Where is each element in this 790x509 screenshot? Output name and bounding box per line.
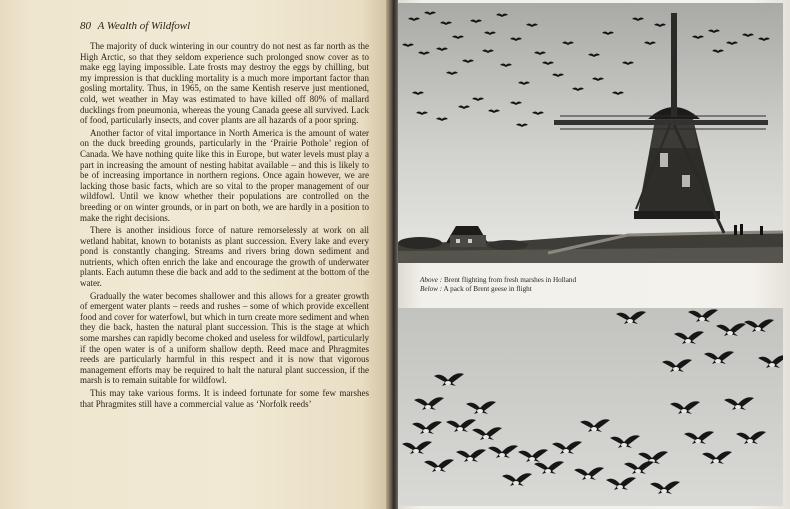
geese-flock-photo (398, 308, 783, 506)
running-head (80, 20, 190, 32)
running-title: A Wealth of Wildfowl (97, 20, 191, 32)
caption-above (420, 276, 576, 285)
right-page (398, 0, 790, 509)
caption-below-label: Below : (420, 285, 443, 293)
left-page (0, 0, 392, 509)
paragraph: Gradually the water becomes shallower and this allows for a greater growth of emergent water plants – reeds and rushes – some of which provide excellent food and cover for waterfowl, but which in turn create more sediment and when they die back, hasten the natural plant succession. This is the stage at which some marshes can rapidly become choked and useless for wildfowl, particularly if the open water is of a uniform shallow depth. Reed mace and Phragmites reeds are particularly harmful in this respect and it is now that vigorous management efforts may be required to halt the natural plant succession, if the marsh is to remain suitable for wildfowl. (80, 290, 369, 386)
caption-below (420, 285, 576, 294)
caption-below-text: A pack of Brent geese in flight (442, 285, 532, 293)
caption-above-label: Above : (420, 276, 443, 284)
photo-captions (420, 276, 576, 294)
caption-above-text: Brent flighting from fresh marshes in Holland (442, 276, 577, 284)
paragraph: The majority of duck wintering in our country do not nest as far north as the High Arctic, so that they seldom experience such prolonged snow cover as to make egg laying impossible. Late frosts may destroy the eggs by chilling, but my impression is that duckling mortality is a much more important factor than gosling mortality. Thus, in 1965, on the same Kentish reserve just mentioned, cold, wet weather in May was estimated to have killed off 80% of mallard ducklings from pneumonia, whereas the young Canada geese all survived. Lack of food, particularly insects, and cover plants are all hazards of a poor spring. (80, 41, 369, 126)
windmill-geese-picture (398, 3, 783, 263)
page-number: 80 (80, 20, 91, 32)
geese-in-flight-picture (398, 308, 783, 506)
paragraph: There is another insidious force of nature remorselessly at work on all wetland habitat, known to botanists as plant succession. Every lake and every pond is constantly changing. Streams and rivers bring down sediment and nutrients, which often enrich the lake and encourage the growth of underwater plants. Each autumn these die back and add to the sediment at the bottom of the water. (80, 225, 369, 289)
paragraph: Another factor of vital importance in North America is the amount of water on the duck breeding grounds, particularly in the ‘Prairie Pothole’ region of Canada. We have nothing quite like this in Europe, but water levels must play a part in increasing the amount of nesting habitat available – and this is likely to be of increasing importance in northern regions. Once again however, we are lacking those basic facts, which are so vital to the proper management of our wildfowl. Until we know whether their populations are controlled on the breeding or on winter grounds, or in part on both, we are hardly in a position to make the right decisions. (80, 127, 369, 223)
paragraph: This may take various forms. It is indeed fortunate for some few marshes that Phragmites still have a commercial value as ‘Norfolk reeds’ (80, 388, 369, 409)
windmill-photo (398, 3, 783, 263)
body-text (80, 41, 369, 411)
